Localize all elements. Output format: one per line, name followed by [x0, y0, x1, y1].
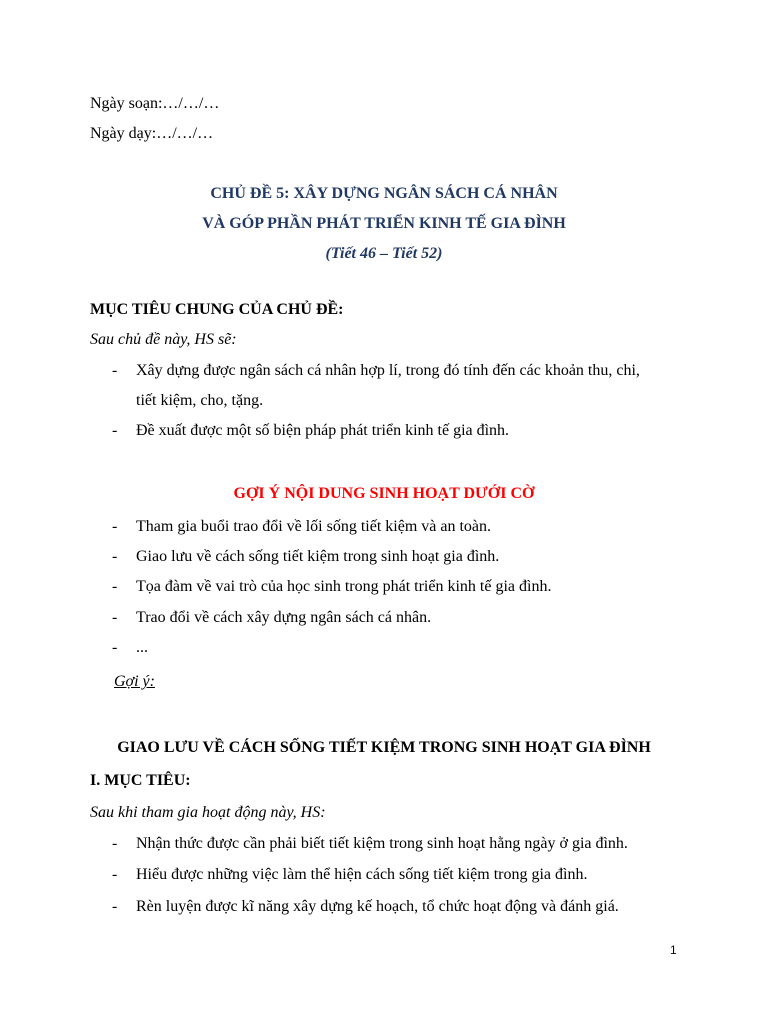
bullet-dash: - [112, 548, 118, 565]
bullet-dash: - [112, 639, 118, 656]
flag-activity-item-2: Giao lưu về cách sống tiết kiệm trong sinh hoạt gia đình. [136, 548, 500, 565]
exchange-heading: GIAO LƯU VỀ CÁCH SỐNG TIẾT KIỆM TRONG SINH HOẠT GIA ĐÌNH [117, 739, 651, 756]
general-goal-item-1-line1: Xây dựng được ngân sách cá nhân hợp lí, trong đó tính đến các khoản thu, chi, [136, 362, 640, 379]
flag-activity-item-1: Tham gia buổi trao đổi về lối sống tiết kiệm và an toàn. [136, 518, 492, 535]
flag-activity-item-3: Tọa đàm về vai trò của học sinh trong phát triển kinh tế gia đình. [136, 578, 552, 595]
bullet-dash: - [112, 866, 118, 883]
objectives-heading: I. MỤC TIÊU: [90, 772, 191, 789]
bullet-dash: - [112, 518, 118, 535]
general-goals-heading: MỤC TIÊU CHUNG CỦA CHỦ ĐỀ: [90, 301, 344, 318]
topic-title-line2: VÀ GÓP PHẦN PHÁT TRIỂN KINH TẾ GIA ĐÌNH [202, 215, 566, 232]
suggestion-label: Gợi ý: [114, 673, 155, 690]
general-goal-item-1-line2: tiết kiệm, cho, tặng. [136, 392, 264, 409]
topic-title-line1: CHỦ ĐỀ 5: XÂY DỰNG NGÂN SÁCH CÁ NHÂN [210, 185, 558, 202]
objectives-intro: Sau khi tham gia hoạt động này, HS: [90, 804, 326, 821]
bullet-dash: - [112, 609, 118, 626]
prep-date: Ngày soạn:…/…/… [90, 95, 220, 112]
bullet-dash: - [112, 422, 118, 439]
bullet-dash: - [112, 898, 118, 915]
objective-item-3: Rèn luyện được kĩ năng xây dựng kế hoạch, tổ chức hoạt động và đánh giá. [136, 898, 619, 915]
objective-item-1: Nhận thức được cần phải biết tiết kiệm trong sinh hoạt hằng ngày ở gia đình. [136, 835, 628, 852]
general-goal-item-2: Đề xuất được một số biện pháp phát triển kinh tế gia đình. [136, 422, 510, 439]
flag-activity-item-5: ... [136, 639, 148, 656]
bullet-dash: - [112, 578, 118, 595]
bullet-dash: - [112, 362, 118, 379]
bullet-dash: - [112, 835, 118, 852]
flag-activity-item-4: Trao đổi về cách xây dựng ngân sách cá nhân. [136, 609, 432, 626]
objective-item-2: Hiểu được những việc làm thể hiện cách sống tiết kiệm trong gia đình. [136, 866, 588, 883]
page-number: 1 [670, 943, 677, 957]
teaching-date: Ngày dạy:…/…/… [90, 125, 214, 142]
topic-periods: (Tiết 46 – Tiết 52) [325, 245, 443, 262]
flag-activity-heading: GỢI Ý NỘI DUNG SINH HOẠT DƯỚI CỜ [233, 485, 535, 502]
general-goals-intro: Sau chủ đề này, HS sẽ: [90, 331, 237, 348]
